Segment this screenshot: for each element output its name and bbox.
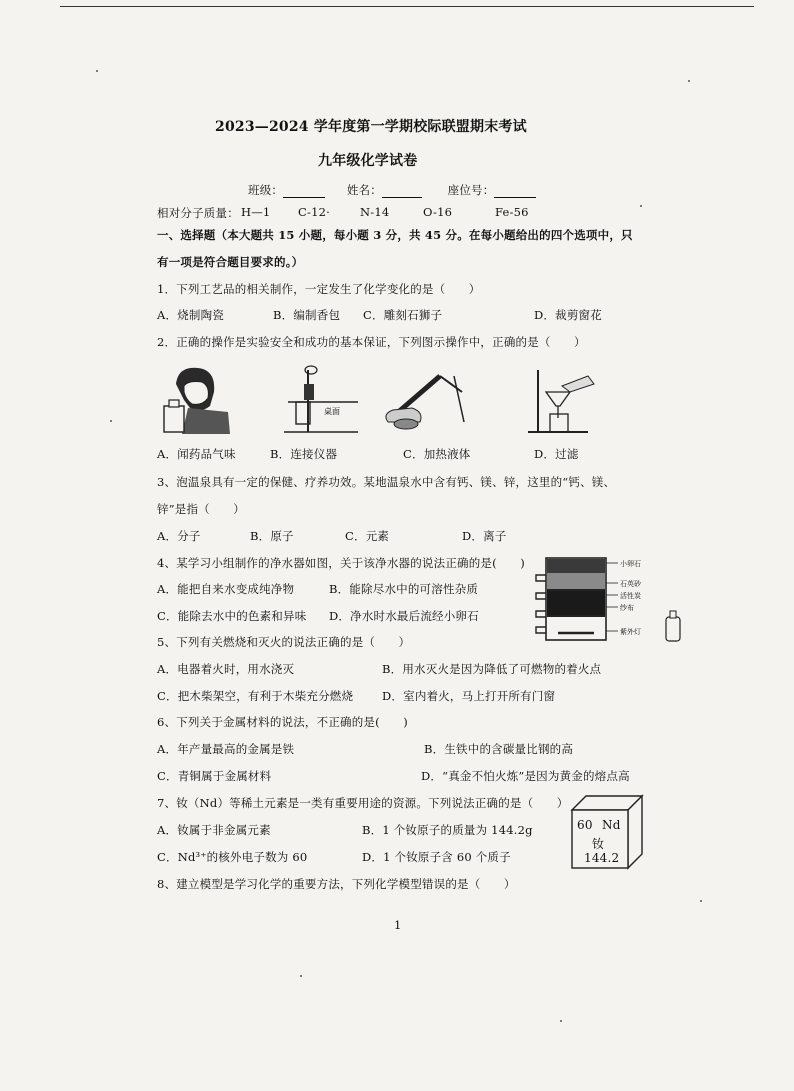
q5-option-a: A．电器着火时，用水浇灭 xyxy=(157,662,295,676)
q7-stem: 7、钕（Nd）等稀土元素是一类有重要用途的资源。下列说法正确的是（ ） xyxy=(157,796,569,810)
scan-top-edge xyxy=(60,6,754,7)
section1-instructions-2: 有一项是符合题目要求的。） xyxy=(157,255,304,269)
atomic-mass-n: N-14 xyxy=(360,205,390,219)
scan-speck xyxy=(300,975,302,977)
atomic-mass-c: C-12· xyxy=(298,205,330,219)
q3-stem-line2: 锌”是指（ ） xyxy=(157,502,245,516)
label-quartz-sand: 石英砂 xyxy=(620,580,641,588)
q7-option-c: C．Nd³⁺的核外电子数为 60 xyxy=(157,850,308,864)
q6-option-d: D．“真金不怕火炼”是因为黄金的熔点高 xyxy=(421,769,630,783)
label-uv-lamp: 紫外灯 xyxy=(620,628,641,636)
element-number: 60 xyxy=(577,818,593,832)
name-blank xyxy=(382,186,422,198)
q3-stem-line1: 3、泡温泉具有一定的保健、疗养功效。某地温泉水中含有钙、镁、锌，这里的“钙、镁、 xyxy=(157,475,616,489)
figure-c-heating xyxy=(386,376,464,429)
page-number: 1 xyxy=(394,918,402,932)
q2-option-a: A．闻药品气味 xyxy=(157,447,236,461)
q1-option-a: A．烧制陶瓷 xyxy=(157,308,225,322)
q4-option-d: D．净水时水最后流经小卵石 xyxy=(329,609,479,623)
figure-b-connecting xyxy=(284,366,358,432)
scan-speck xyxy=(640,205,642,207)
q4-option-b: B．能除尽水中的可溶性杂质 xyxy=(329,582,479,596)
q5-option-b: B．用水灭火是因为降低了可燃物的着火点 xyxy=(382,662,602,676)
scan-speck xyxy=(96,70,98,72)
element-name: 钕 xyxy=(592,837,605,851)
q2-option-c: C．加热液体 xyxy=(403,447,471,461)
atomic-masses-label: 相对分子质量： xyxy=(157,206,239,220)
q1-option-b: B．编制香包 xyxy=(273,308,341,322)
atomic-mass-h: H—1 xyxy=(241,205,271,219)
class-blank xyxy=(283,186,325,198)
class-label: 班级： xyxy=(248,183,284,197)
q6-option-a: A．年产量最高的金属是铁 xyxy=(157,742,295,756)
q5-option-d: D．室内着火，马上打开所有门窗 xyxy=(382,689,556,703)
q6-option-c: C．青铜属于金属材料 xyxy=(157,769,272,783)
neodymium-element-tile xyxy=(568,794,646,870)
q2-stem: 2．正确的操作是实验安全和成功的基本保证，下列图示操作中，正确的是（ ） xyxy=(157,335,586,349)
q1-stem: 1．下列工艺品的相关制作，一定发生了化学变化的是（ ） xyxy=(157,282,481,296)
q2-figures xyxy=(158,362,648,438)
seat-blank xyxy=(494,186,536,198)
q6-option-b: B．生铁中的含碳量比钢的高 xyxy=(424,742,574,756)
q3-option-b: B．原子 xyxy=(250,529,294,543)
figure-a-smelling xyxy=(164,368,230,434)
q5-option-c: C．把木柴架空，有利于木柴充分燃烧 xyxy=(157,689,354,703)
q6-stem: 6、下列关于金属材料的说法，不正确的是( ) xyxy=(157,715,408,729)
figure-d-filtration xyxy=(528,370,594,432)
scan-speck xyxy=(110,420,112,422)
q2-option-d: D．过滤 xyxy=(534,447,579,461)
table-label: 桌面 xyxy=(324,407,340,416)
label-activated-carbon: 活性炭 xyxy=(620,592,641,600)
q5-stem: 5、下列有关燃烧和灭火的说法正确的是（ ） xyxy=(157,635,411,649)
q4-option-a: A．能把自来水变成纯净物 xyxy=(157,582,295,596)
q3-option-a: A．分子 xyxy=(157,529,201,543)
q8-stem: 8、建立模型是学习化学的重要方法，下列化学模型错误的是（ ） xyxy=(157,877,516,891)
q1-option-d: D．裁剪窗花 xyxy=(534,308,602,322)
q3-option-d: D．离子 xyxy=(462,529,507,543)
seat-label: 座位号： xyxy=(447,183,495,197)
q2-option-b: B．连接仪器 xyxy=(270,447,338,461)
element-symbol: Nd xyxy=(602,818,621,832)
q7-option-d: D．1 个钕原子含 60 个质子 xyxy=(362,850,511,864)
q7-option-b: B．1 个钕原子的质量为 144.2g xyxy=(362,823,533,837)
scan-speck xyxy=(700,900,702,902)
exam-subtitle: 九年级化学试卷 xyxy=(318,153,418,169)
label-gauze: 纱布 xyxy=(620,604,634,612)
q7-option-a: A．钕属于非金属元素 xyxy=(157,823,271,837)
q4-stem: 4、某学习小组制作的净水器如图，关于该净水器的说法正确的是( ) xyxy=(157,556,525,570)
atomic-mass-o: O-16 xyxy=(423,205,453,219)
atomic-mass-fe: Fe-56 xyxy=(495,205,529,219)
scan-speck xyxy=(560,1020,562,1022)
q4-option-c: C．能除去水中的色素和异味 xyxy=(157,609,307,623)
info-fields xyxy=(248,182,536,198)
q1-option-c: C．雕刻石狮子 xyxy=(363,308,443,322)
element-mass: 144.2 xyxy=(584,851,620,865)
label-pebbles: 小卵石 xyxy=(620,560,641,568)
exam-title: 2023—2024 学年度第一学期校际联盟期末考试 xyxy=(215,119,527,135)
scan-speck xyxy=(688,80,690,82)
name-label: 姓名： xyxy=(346,183,382,197)
q3-option-c: C．元素 xyxy=(345,529,390,543)
q4-water-purifier-figure xyxy=(530,555,690,645)
section1-instructions-1: 一、选择题（本大题共 15 小题，每小题 3 分，共 45 分。在每小题给出的四个选项中，只 xyxy=(157,228,633,242)
